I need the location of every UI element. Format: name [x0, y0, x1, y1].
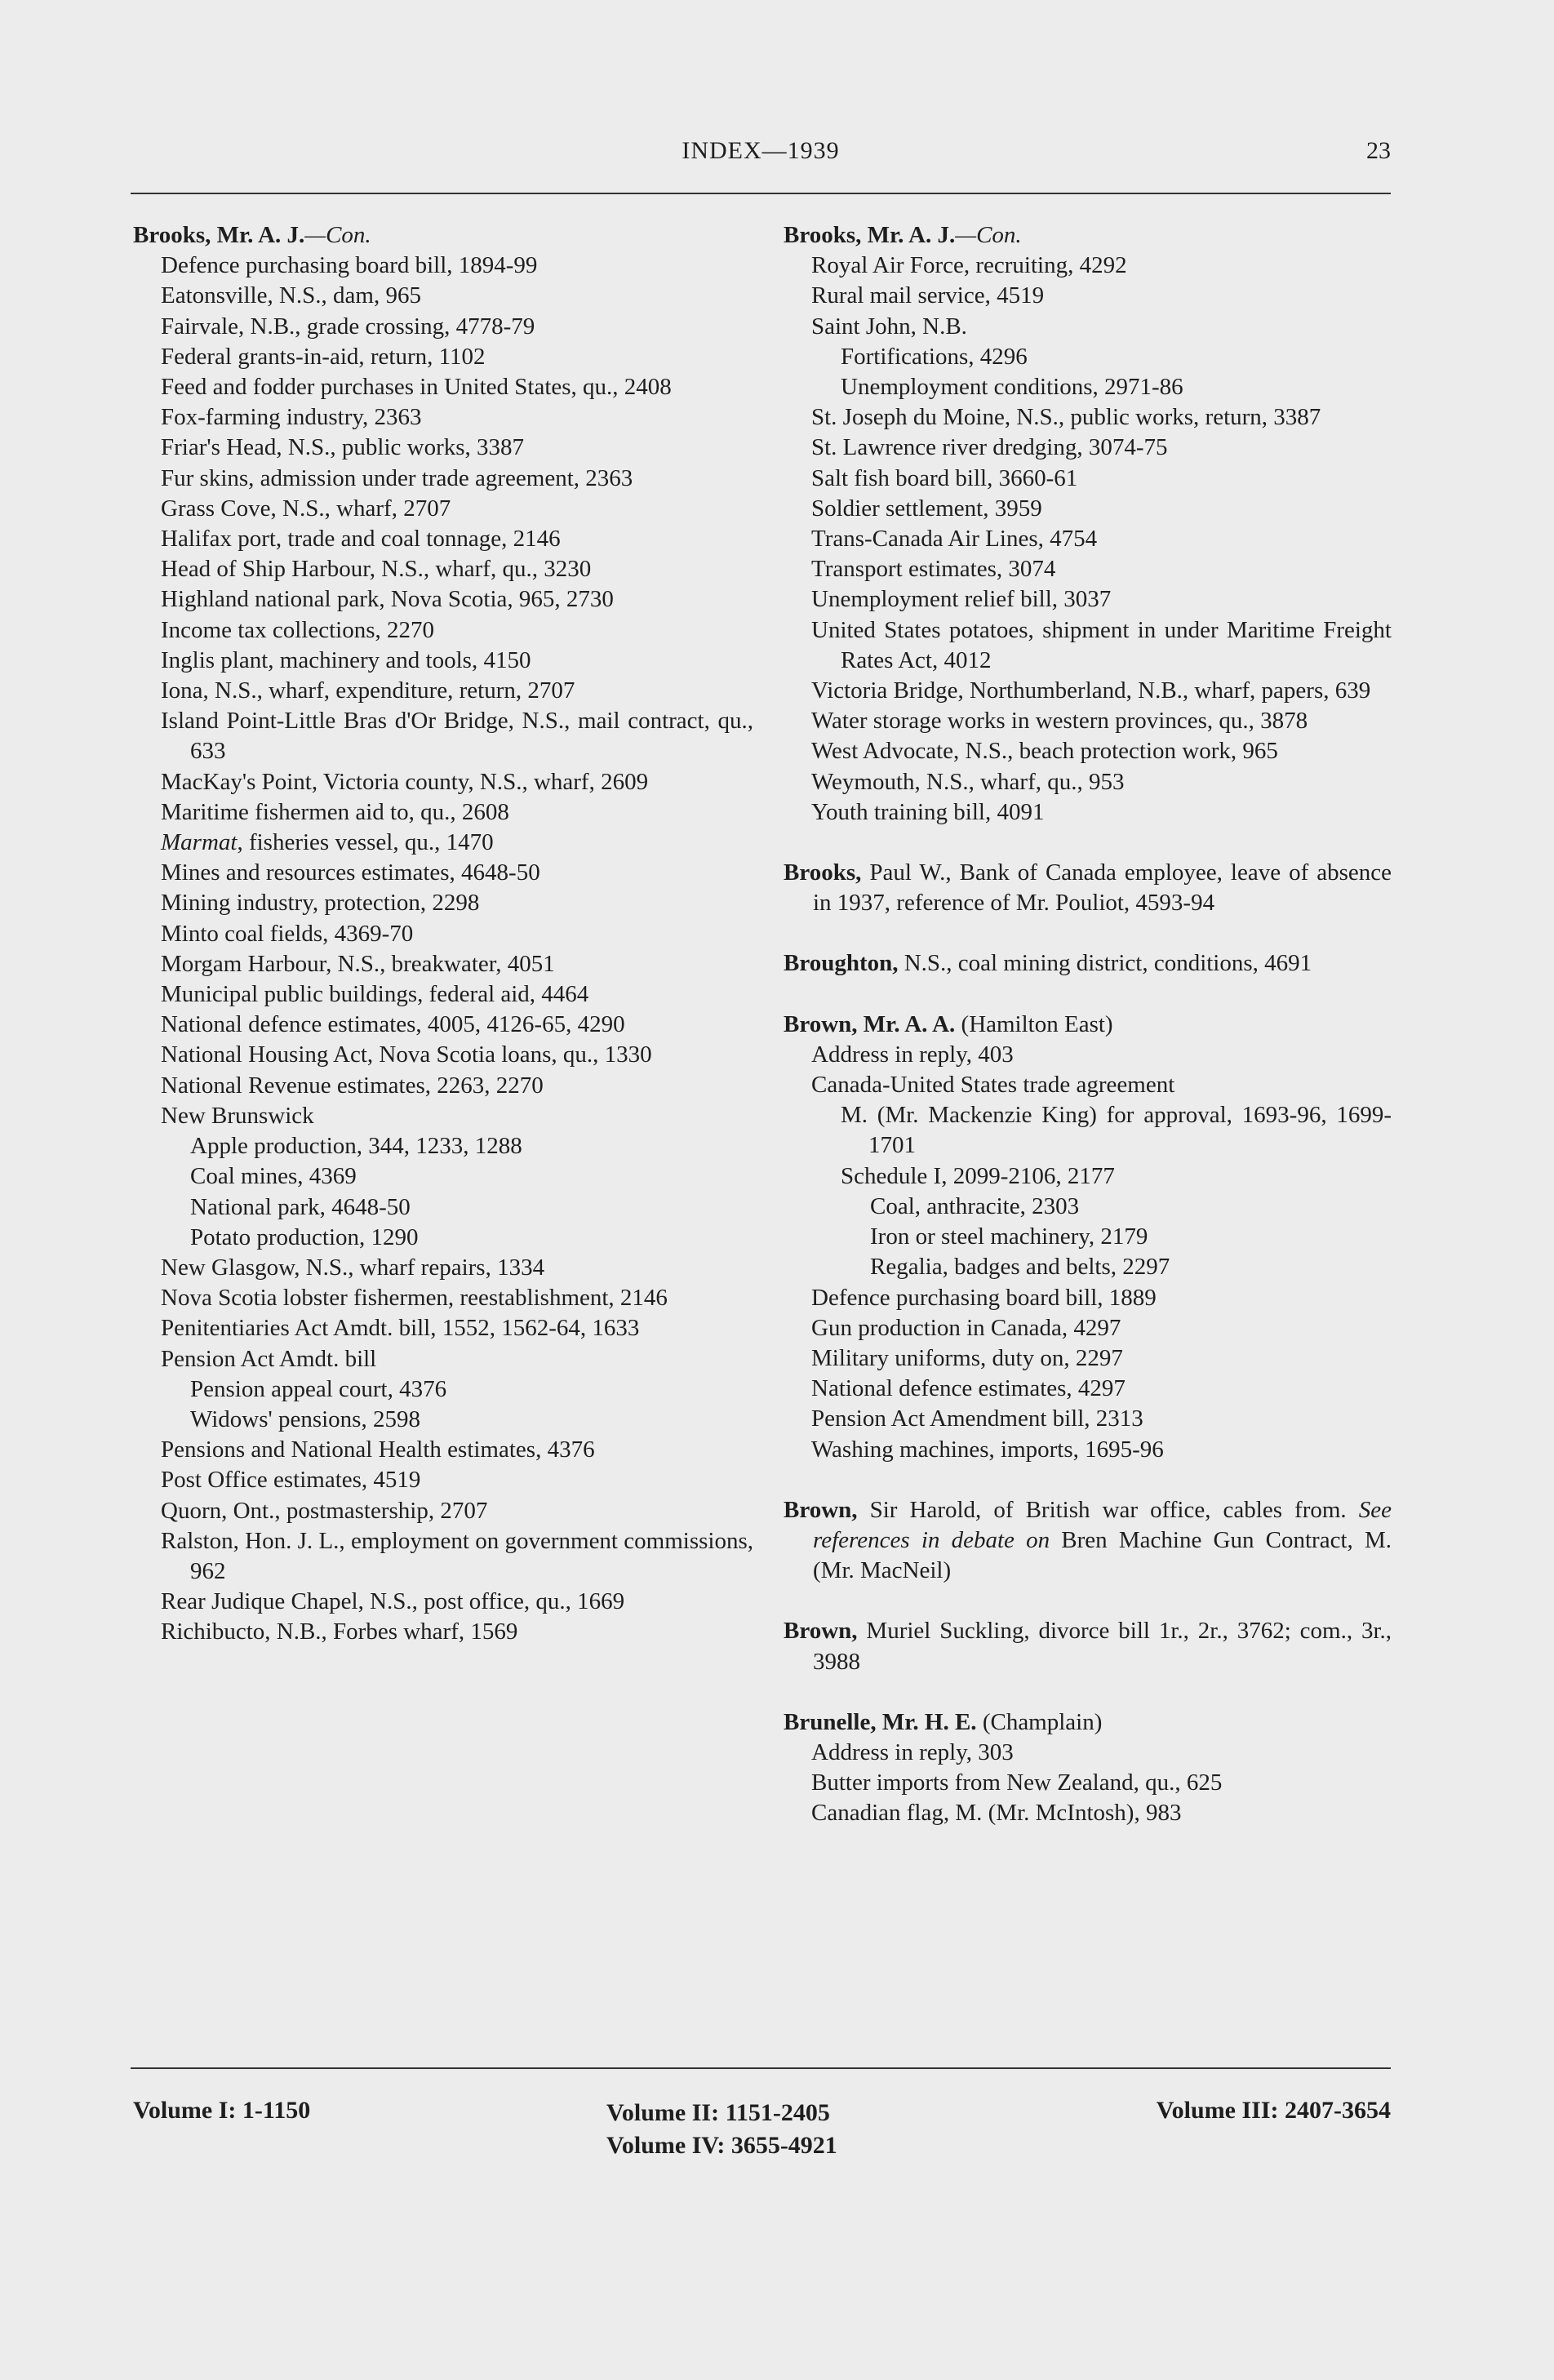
index-subentry: Iron or steel machinery, 2179 — [870, 1223, 1148, 1250]
index-entry: Penitentiaries Act Amdt. bill, 1552, 1562-64, 1633 — [161, 1315, 640, 1342]
index-entry: West Advocate, N.S., beach protection work, 965 — [811, 738, 1278, 765]
index-entry: Butter imports from New Zealand, qu., 625 — [811, 1769, 1223, 1796]
index-entry: Minto coal fields, 4369-70 — [161, 920, 414, 947]
vessel-name: Marmat — [161, 829, 238, 856]
volume-1-range: Volume I: 1-1150 — [133, 2097, 311, 2124]
page-header — [131, 137, 1391, 178]
index-entry: Inglis plant, machinery and tools, 4150 — [161, 646, 531, 673]
index-entry: National Revenue estimates, 2263, 2270 — [161, 1072, 544, 1099]
index-entry: Address in reply, 303 — [811, 1738, 1014, 1765]
running-title: INDEX—1939 — [682, 137, 840, 164]
index-entry: Feed and fodder purchases in United States, qu., 2408 — [161, 374, 672, 401]
index-entry: New Glasgow, N.S., wharf repairs, 1334 — [161, 1254, 545, 1281]
right-column — [784, 220, 1392, 1829]
index-entry: Soldier settlement, 3959 — [811, 495, 1042, 522]
index-entry: Quorn, Ont., postmastership, 2707 — [161, 1497, 488, 1524]
index-entry: Maritime fishermen aid to, qu., 2608 — [161, 798, 509, 825]
spacer — [784, 1586, 1392, 1616]
index-entry: Rear Judique Chapel, N.S., post office, qu., 1669 — [161, 1588, 625, 1615]
index-entry: Unemployment relief bill, 3037 — [811, 586, 1112, 613]
index-entry: Royal Air Force, recruiting, 4292 — [811, 252, 1127, 279]
spacer — [784, 918, 1392, 948]
left-column — [133, 220, 753, 1648]
index-entry: Rural mail service, 4519 — [811, 282, 1045, 309]
volume-footer — [133, 2094, 1391, 2159]
index-entry: Defence purchasing board bill, 1894-99 — [161, 252, 538, 279]
index-entry: Highland national park, Nova Scotia, 965, 2730 — [161, 586, 614, 613]
index-entry: Morgam Harbour, N.S., breakwater, 4051 — [161, 950, 555, 977]
index-entry: Gun production in Canada, 4297 — [811, 1314, 1121, 1341]
index-heading-entry: Brooks, Paul W., Bank of Canada employee, leave of absence in 1937, reference of Mr. Pouliot, 4593-94 — [784, 859, 1392, 917]
index-entry: MacKay's Point, Victoria county, N.S., wharf, 2609 — [161, 768, 649, 795]
index-entry: Halifax port, trade and coal tonnage, 2146 — [161, 526, 561, 553]
index-subentry: Fortifications, 4296 — [841, 343, 1028, 370]
index-entry: Island Point-Little Bras d'Or Bridge, N.S., mail contract, qu., 633 — [161, 708, 753, 765]
volume-3-range: Volume III: 2407-3654 — [1156, 2097, 1391, 2124]
index-entry: Fairvale, N.B., grade crossing, 4778-79 — [161, 313, 535, 340]
index-entry: Fox-farming industry, 2363 — [161, 404, 422, 431]
index-entry: Income tax collections, 2270 — [161, 616, 435, 643]
index-entry: Municipal public buildings, federal aid, 4464 — [161, 981, 589, 1008]
index-subentry: M. (Mr. Mackenzie King) for approval, 1693-96, 1699-1701 — [841, 1102, 1392, 1159]
index-entry: Washing machines, imports, 1695-96 — [811, 1436, 1164, 1463]
index-entry: Military uniforms, duty on, 2297 — [811, 1344, 1123, 1371]
index-entry: Weymouth, N.S., wharf, qu., 953 — [811, 768, 1125, 795]
index-entry: Friar's Head, N.S., public works, 3387 — [161, 434, 525, 461]
index-entry: Salt fish board bill, 3660-61 — [811, 464, 1078, 491]
index-entry: Iona, N.S., wharf, expenditure, return, 2707 — [161, 677, 575, 704]
index-entry: Transport estimates, 3074 — [811, 556, 1056, 583]
index-entry: Post Office estimates, 4519 — [161, 1467, 421, 1494]
index-heading: Brunelle, Mr. H. E. (Champlain) — [784, 1708, 1103, 1735]
index-entry: National defence estimates, 4297 — [811, 1375, 1126, 1402]
index-entry: Richibucto, N.B., Forbes wharf, 1569 — [161, 1618, 518, 1645]
index-entry: Marmat, fisheries vessel, qu., 1470 — [161, 829, 494, 856]
spacer — [784, 1465, 1392, 1495]
volume-2-4-range — [606, 2097, 837, 2162]
index-entry: Head of Ship Harbour, N.S., wharf, qu., 3230 — [161, 556, 592, 583]
index-heading-entry: Broughton, N.S., coal mining district, conditions, 4691 — [784, 950, 1312, 977]
index-entry: Eatonsville, N.S., dam, 965 — [161, 282, 421, 309]
index-subentry: National park, 4648-50 — [190, 1193, 411, 1220]
index-subentry: Pension appeal court, 4376 — [190, 1375, 447, 1402]
index-subentry: Widows' pensions, 2598 — [190, 1405, 420, 1432]
index-heading: Brooks, Mr. A. J.—Con. — [133, 222, 371, 248]
page-number: 23 — [1366, 137, 1391, 164]
index-heading: Brooks, Mr. A. J.—Con. — [784, 222, 1022, 248]
index-entry: Federal grants-in-aid, return, 1102 — [161, 343, 486, 370]
index-entry: Ralston, Hon. J. L., employment on government commissions, 962 — [161, 1527, 753, 1584]
index-entry: Address in reply, 403 — [811, 1041, 1014, 1068]
index-subentry: Coal, anthracite, 2303 — [870, 1192, 1080, 1219]
index-subentry: Schedule I, 2099-2106, 2177 — [841, 1162, 1115, 1189]
index-entry: Trans-Canada Air Lines, 4754 — [811, 526, 1098, 553]
index-subentry: Apple production, 344, 1233, 1288 — [190, 1133, 522, 1160]
index-entry: Grass Cove, N.S., wharf, 2707 — [161, 495, 451, 522]
index-entry: New Brunswick — [161, 1102, 314, 1129]
index-entry: Mines and resources estimates, 4648-50 — [161, 859, 540, 886]
index-entry: Youth training bill, 4091 — [811, 798, 1045, 825]
index-subentry: Potato production, 1290 — [190, 1223, 419, 1250]
index-entry: St. Joseph du Moine, N.S., public works, return, 3387 — [811, 404, 1321, 431]
index-entry: Victoria Bridge, Northumberland, N.B., wharf, papers, 639 — [811, 677, 1371, 704]
index-entry: Pension Act Amdt. bill — [161, 1345, 377, 1372]
spacer — [784, 828, 1392, 858]
index-entry: Pension Act Amendment bill, 2313 — [811, 1405, 1143, 1432]
index-subentry: Unemployment conditions, 2971-86 — [841, 374, 1183, 401]
index-subentry: Coal mines, 4369 — [190, 1163, 357, 1190]
index-entry: Water storage works in western provinces, qu., 3878 — [811, 708, 1308, 735]
index-entry: United States potatoes, shipment in under Maritime Freight Rates Act, 4012 — [811, 616, 1392, 673]
index-subentry: Regalia, badges and belts, 2297 — [870, 1254, 1170, 1281]
volume-4-range: Volume IV: 3655-4921 — [606, 2132, 837, 2159]
index-entry: Canadian flag, M. (Mr. McIntosh), 983 — [811, 1800, 1182, 1827]
index-entry: Fur skins, admission under trade agreement, 2363 — [161, 464, 633, 491]
index-entry: Mining industry, protection, 2298 — [161, 890, 480, 917]
spacer — [784, 1677, 1392, 1707]
index-entry: National defence estimates, 4005, 4126-65, 4290 — [161, 1011, 625, 1038]
index-entry: Nova Scotia lobster fishermen, reestablishment, 2146 — [161, 1285, 668, 1312]
index-entry: St. Lawrence river dredging, 3074-75 — [811, 434, 1168, 461]
index-entry: National Housing Act, Nova Scotia loans, qu., 1330 — [161, 1041, 652, 1068]
footer-rule — [131, 2067, 1391, 2069]
spacer — [784, 979, 1392, 1010]
header-rule — [131, 193, 1391, 194]
index-entry: Pensions and National Health estimates, 4376 — [161, 1436, 595, 1463]
index-heading-entry: Brown, Sir Harold, of British war office, cables from. See references in debate on Bren Machine Gun Contract, M. (Mr. MacNeil) — [784, 1496, 1392, 1584]
index-entry: Defence purchasing board bill, 1889 — [811, 1284, 1157, 1311]
index-heading-entry: Brown, Muriel Suckling, divorce bill 1r., 2r., 3762; com., 3r., 3988 — [784, 1618, 1392, 1675]
index-heading: Brown, Mr. A. A. (Hamilton East) — [784, 1010, 1113, 1037]
index-entry: Canada-United States trade agreement — [811, 1072, 1175, 1099]
volume-2-range: Volume II: 1151-2405 — [606, 2099, 830, 2126]
index-entry: Saint John, N.B. — [811, 313, 967, 340]
